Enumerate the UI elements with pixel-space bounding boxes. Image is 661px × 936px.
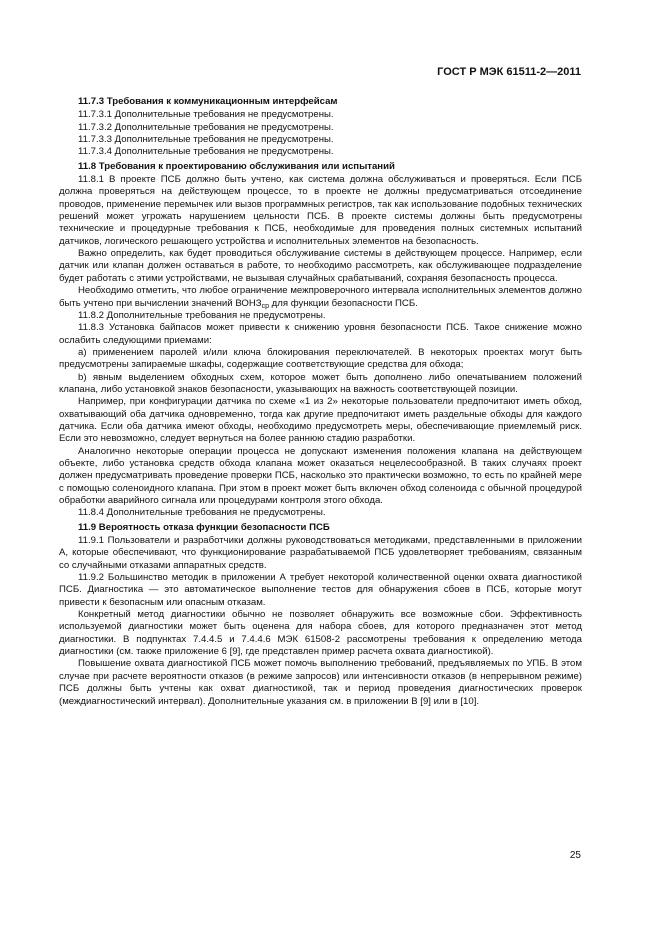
paragraph-text: Необходимо отметить, что любое ограничение межпроверочного интервала исполнительных элементов должно быть учтено при вычислении значений ВОНЗ [59, 285, 582, 309]
page-content [59, 96, 582, 708]
paragraph-text: для функции безопасности ПСБ. [269, 297, 418, 309]
clause-11-9-2: 11.9.2 Большинство методик в приложении А требует некоторой количественной оценки охвата диагностикой ПСБ. Диагностика — это автоматическое выполнение тестов для обнаружения сбоев в ПСБ, которые могут привести к безопасным или опасным отказам. [59, 572, 582, 608]
clause-11-7-3-1: 11.7.3.1 Дополнительные требования не предусмотрены. [78, 109, 334, 121]
paragraph: Важно определить, как будет проводиться обслуживание системы в действующем процессе. Например, если датчик или клапан должен оставаться в работе, то необходимо рассмотреть, как обслуживающее подразделение будет работать с этими устройствами, не вызывая случайных срабатываний, сохраняя безопасность процесса. [59, 248, 582, 284]
clause-11-8-2: 11.8.2 Дополнительные требования не предусмотрены. [78, 309, 326, 321]
list-item-a: a) применением паролей и/или ключа блокирования переключателей. В некоторых проектах могут быть предусмотрены запираемые шкафы, содержащие соответствующие средства для обхода; [59, 346, 582, 371]
paragraph: Аналогично некоторые операции процесса не допускают изменения положения клапана на действующем объекте, либо установка средств обхода клапана может оказаться нецелесообразной. В таких случаях проект должен предусматривать проведение проверки ПСБ, насколько это практически возможно, то есть по крайней мере с помощью соленоидного клапана. При этом в проект может быть включен обход соленоида с обычной процедурой обработки аварийного сигнала или процедурами контроля этого обхода. [59, 445, 582, 506]
clause-11-8-1: 11.8.1 В проекте ПСБ должно быть учтено, как система должна обслуживаться и проверяться. Если ПСБ должна проверяться на действующем процессе, то в проекте не должны предусматриваться отсоединение проводов, применение перемычек или вызов программных регистров, так как использование подобных технических решений может угрожать нарушением цельности ПСБ. В проекте системы должны быть предусмотрены технические и процедурные требования к ПСБ, необходимые для проведения полных системных испытаний датчиков, логического решающего устройства и исполнительных элементов на безопасность. [59, 174, 582, 247]
paragraph: Конкретный метод диагностики обычно не позволяет обнаружить все возможные сбои. Эффективность используемой диагностики может быть оценена для набора сбоев, для которого предназначен этот метод диагностики. В подпунктах 7.4.4.5 и 7.4.4.6 МЭК 61508-2 рассмотрены требования к определению метода диагностики (см. также приложение 6 [9], где представлен пример расчета охвата диагностикой). [59, 609, 582, 658]
clause-11-7-3-2: 11.7.3.2 Дополнительные требования не предусмотрены. [78, 121, 334, 133]
clause-11-9-1: 11.9.1 Пользователи и разработчики должны руководствоваться методиками, представленными в приложении А, которые обеспечивают, что функционирование разрабатываемой ПСБ удовлетворяет требованиям, связанным со случайными отказами аппаратных средств. [59, 535, 582, 571]
clause-11-8-3: 11.8.3 Установка байпасов может привести к снижению уровня безопасности ПСБ. Такое снижение можно ослабить следующими приемами: [59, 322, 582, 346]
clause-11-7-3-3: 11.7.3.3 Дополнительные требования не предусмотрены. [78, 134, 334, 146]
list-item-b: b) явным выделением обходных схем, которое может быть дополнено либо опечатыванием положений клапана, либо установкой знаков безопасности, указывающих на важность соответствующей позиции. [59, 371, 582, 395]
clause-11-7-3-4: 11.7.3.4 Дополнительные требования не предусмотрены. [78, 146, 334, 158]
section-heading-11-9: 11.9 Вероятность отказа функции безопасности ПСБ [78, 521, 330, 533]
paragraph-vonz [59, 285, 582, 310]
page-number: 25 [569, 850, 581, 861]
subscript: ср [261, 302, 269, 310]
paragraph: Например, при конфигурации датчика по схеме «1 из 2» некоторые пользователи предпочитают иметь обход, охватывающий оба датчика одновременно, тогда как другие предпочитают иметь раздельные обходы для каждого датчика. Если оба датчика имеют обходы, необходимо предусмотреть меры, обеспечивающие приемлемый риск. Если это невозможно, следует вернуться на более раннюю стадию разработки. [59, 396, 582, 445]
section-heading-11-7-3: 11.7.3 Требования к коммуникационным интерфейсам [78, 96, 338, 107]
section-heading-11-8: 11.8 Требования к проектированию обслуживания или испытаний [78, 160, 395, 172]
document-header: ГОСТ Р МЭК 61511-2—2011 [437, 66, 581, 78]
clause-11-8-4: 11.8.4 Дополнительные требования не предусмотрены. [78, 507, 326, 519]
paragraph: Повышение охвата диагностикой ПСБ может помочь выполнению требований, предъявляемых по УПБ. В этом случае при расчете вероятности отказов (в режиме запросов) или интенсивности отказов (в непрерывном режиме) ПСБ должны быть учтены как охват диагностикой, так и период проведения диагностических проверок (междиагностический интервал). Дополнительные указания см. в приложении В [9] или в [10]. [59, 658, 582, 707]
